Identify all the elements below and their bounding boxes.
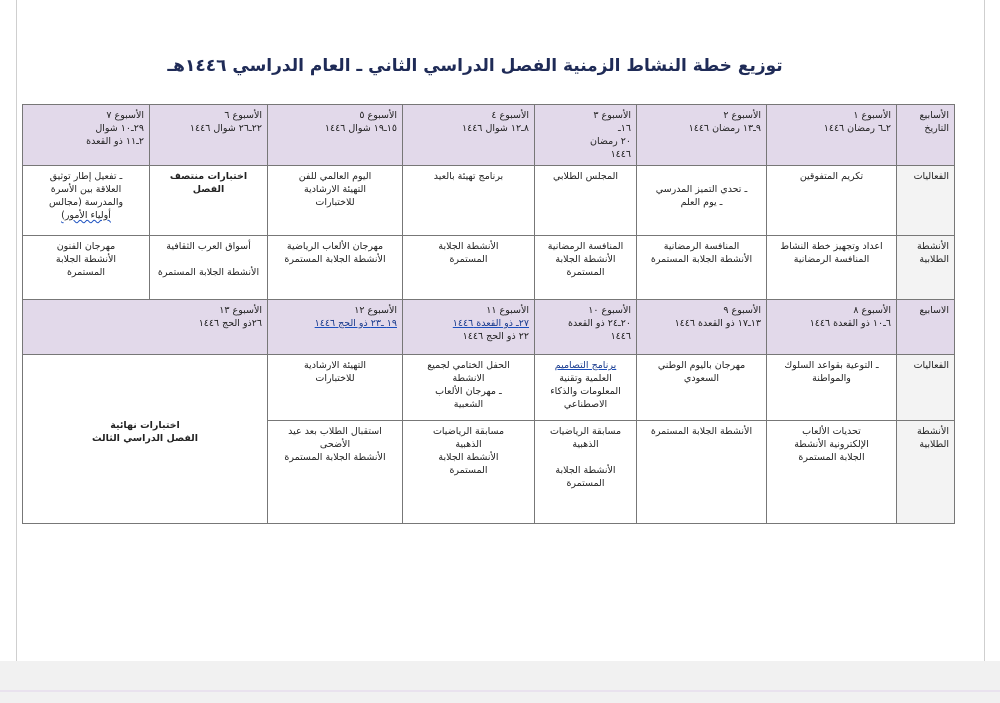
student-activity-week-5: مهرجان الألعاب الرياضية الأنشطة الجلابة المستمرة [268,236,403,300]
week-2-cell: الأسبوع ٢ ٩ـ١٣ رمضان ١٤٤٦ [637,105,767,166]
student-activity-week-12: استقبال الطلاب بعد عيد الأضحى الأنشطة الجلابة المستمرة [268,421,403,524]
activities-row-1 [23,166,955,236]
week-13-cell: الأسبوع ١٣ ٢٦ذو الحج ١٤٤٦ [23,300,268,355]
week-11-cell: الأسبوع ١١ ٢٧ـ ذو القعدة ١٤٤٦ ٢٢ ذو الحج ١٤٤٦ [403,300,535,355]
activity-week-4: برنامج تهيئة بالعيد [403,166,535,236]
week-1-cell: الأسبوع ١ ٢ـ٦ رمضان ١٤٤٦ [767,105,897,166]
label-activities: الفعاليات [897,166,955,236]
activity-week-8: ـ التوعية بقواعد السلوك والمواطنة [767,355,897,421]
week-8-cell: الأسبوع ٨ ٦ـ١٠ ذو القعدة ١٤٤٦ [767,300,897,355]
week-5-cell: الأسبوع ٥ ١٥ـ١٩ شوال ١٤٤٦ [268,105,403,166]
viewer-bottom-band [0,661,1000,703]
student-activity-week-11: مسابقة الرياضيات الذهبية الأنشطة الجلابة المستمرة [403,421,535,524]
activity-plan-table [22,104,955,524]
page-border-right [984,0,985,661]
label-activities-2: الفعاليات [897,355,955,421]
student-activity-week-8: تحديات الألعاب الإلكترونية الأنشطة الجلابة المستمرة [767,421,897,524]
label-weeks-date: الأسابيع التاريخ [897,105,955,166]
student-activity-week-7: مهرجان الفنون الأنشطة الجلابة المستمرة [23,236,150,300]
viewer-bottom-line [0,690,1000,692]
activity-week-7: ـ تفعيل إطار توثيق العلاقة بين الأسرة والمدرسة (مجالس أولياء الأمور) [23,166,150,236]
week-3-cell: الأسبوع ٣ ١٦ـ ٢٠ رمضان ١٤٤٦ [535,105,637,166]
student-activity-week-10: مسابقة الرياضيات الذهبية الأنشطة الجلابة المستمرة [535,421,637,524]
week-9-cell: الأسبوع ٩ ١٣ـ١٧ ذو القعدة ١٤٤٦ [637,300,767,355]
student-activity-week-2: المنافسة الرمضانية الأنشطة الجلابة المستمرة [637,236,767,300]
final-exams-cell: اختبارات نهائية الفصل الدراسي الثالث [23,355,268,524]
weeks-row-1 [23,105,955,166]
activity-week-11: الحفل الختامي لجميع الانشطة ـ مهرجان الألعاب الشعبية [403,355,535,421]
student-activities-row-1 [23,236,955,300]
activity-week-5: اليوم العالمي للفن التهيئة الارشادية للاختبارات [268,166,403,236]
activities-row-2 [23,355,955,421]
week-7-cell: الأسبوع ٧ ٢٩ـ١٠ شوال ٢ـ١١ ذو القعدة [23,105,150,166]
document-title: توزيع خطة النشاط الزمنية الفصل الدراسي الثاني ـ العام الدراسي ١٤٤٦هـ [167,56,783,76]
week-12-cell: الأسبوع ١٢ ١٩ ـ٢٣ ذو الحج ١٤٤٦ [268,300,403,355]
label-student-activities-2: الأنشطة الطلابية [897,421,955,524]
week-6-cell: الأسبوع ٦ ٢٢ـ٢٦ شوال ١٤٤٦ [150,105,268,166]
label-weeks: الاسابيع [897,300,955,355]
weeks-row-2 [23,300,955,355]
activity-week-12: التهيئة الارشادية للاختبارات [268,355,403,421]
student-activity-week-1: اعداد وتجهيز خطة النشاط المنافسة الرمضانية [767,236,897,300]
page-border-left [16,0,17,661]
student-activity-week-9: الأنشطة الجلابة المستمرة [637,421,767,524]
activity-week-1: تكريم المتفوقين [767,166,897,236]
activity-week-3: المجلس الطلابي [535,166,637,236]
activity-week-9: مهرجان باليوم الوطني السعودي [637,355,767,421]
week-4-cell: الأسبوع ٤ ٨ـ١٢ شوال ١٤٤٦ [403,105,535,166]
student-activity-week-6: أسواق العرب الثقافية الأنشطة الجلابة المستمرة [150,236,268,300]
activity-week-2: ـ تحدي التميز المدرسي ـ يوم العلم [637,166,767,236]
week-10-cell: الأسبوع ١٠ ٢٠ـ٢٤ ذو القعدة ١٤٤٦ [535,300,637,355]
student-activity-week-4: الأنشطة الجلابة المستمرة [403,236,535,300]
activity-week-10: برنامج التصاميم العلمية وتقنية المعلومات والذكاء الاصطناعي [535,355,637,421]
label-student-activities: الأنشطة الطلابية [897,236,955,300]
activity-week-6: اختبارات منتصف الفصل [150,166,268,236]
student-activity-week-3: المنافسة الرمضانية الأنشطة الجلابة المستمرة [535,236,637,300]
